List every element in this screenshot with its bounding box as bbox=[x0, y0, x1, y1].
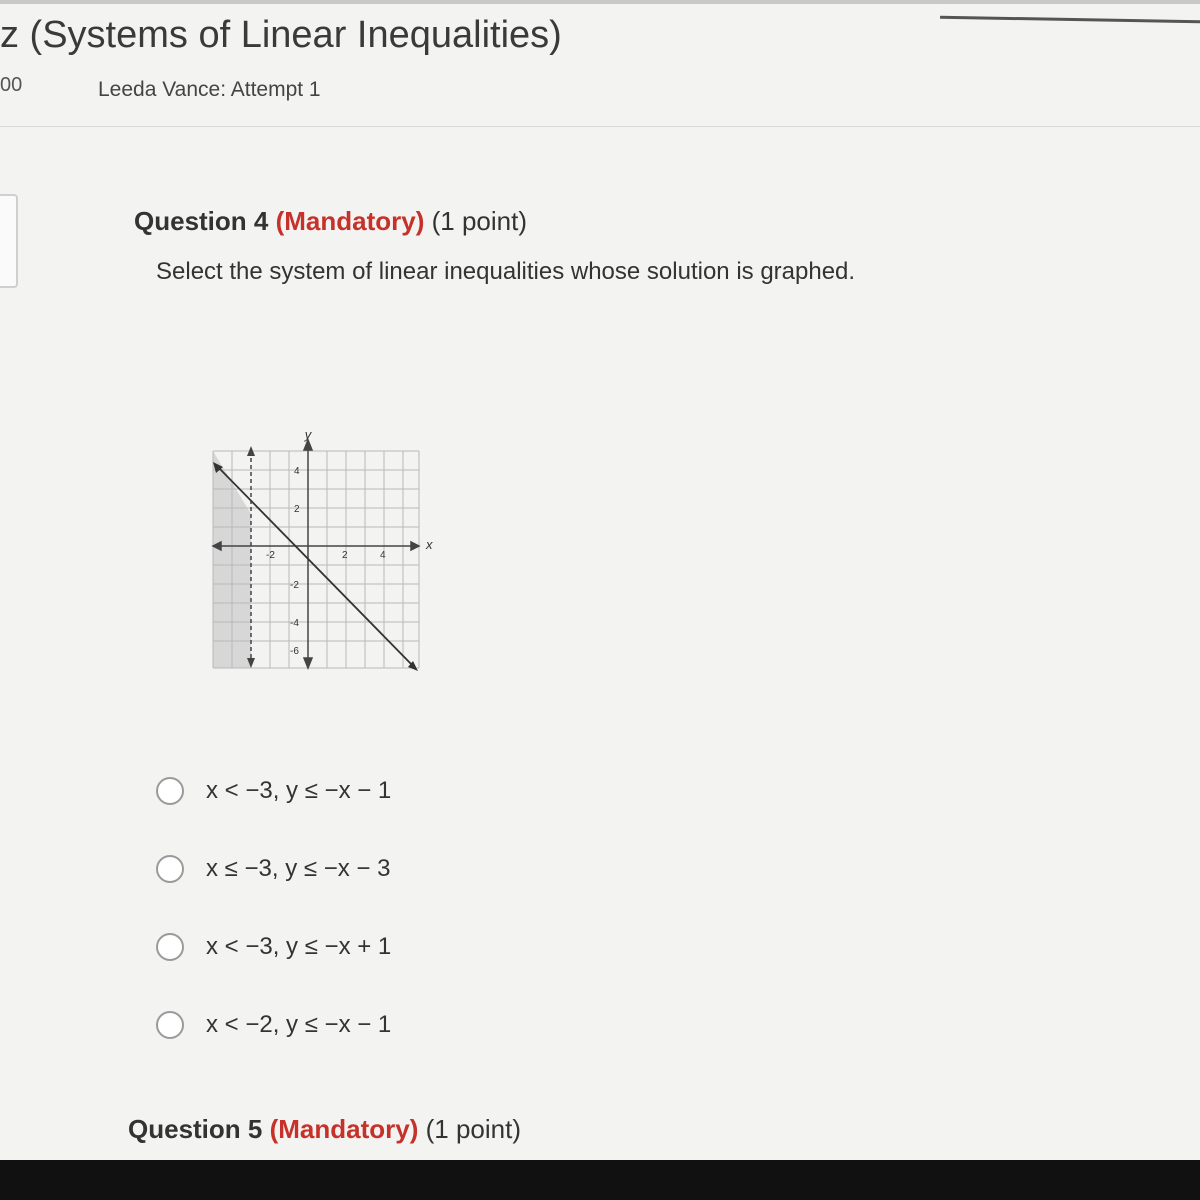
quiz-title: z (Systems of Linear Inequalities) bbox=[0, 14, 562, 56]
answer-option-label: x < −3, y ≤ −x + 1 bbox=[206, 933, 392, 960]
answer-option-label: x < −2, y ≤ −x − 1 bbox=[206, 1011, 392, 1038]
y-tick-label: -4 bbox=[290, 618, 299, 629]
radio-button[interactable] bbox=[156, 855, 184, 883]
x-tick-label: 2 bbox=[342, 550, 348, 561]
y-tick-label: 2 bbox=[294, 504, 300, 515]
question-4-mandatory: (Mandatory) bbox=[275, 206, 425, 236]
y-tick-label: -6 bbox=[290, 646, 299, 657]
x-tick-label: 4 bbox=[380, 550, 386, 561]
question-4-number: Question 4 bbox=[134, 206, 269, 236]
x-tick-label: -2 bbox=[266, 550, 275, 561]
y-axis-label: y bbox=[304, 427, 312, 442]
question-nav-box[interactable] bbox=[0, 194, 18, 288]
radio-button[interactable] bbox=[156, 933, 184, 961]
top-border bbox=[0, 0, 1200, 4]
y-tick-label: 4 bbox=[294, 466, 300, 477]
answer-option-1[interactable] bbox=[156, 774, 391, 808]
x-axis-label: x bbox=[426, 537, 433, 552]
answer-option-4[interactable] bbox=[156, 1008, 391, 1042]
question-5-heading bbox=[128, 1114, 521, 1145]
question-5-mandatory: (Mandatory) bbox=[269, 1114, 419, 1144]
screen-bezel bbox=[0, 1160, 1200, 1200]
answer-option-label: x ≤ −3, y ≤ −x − 3 bbox=[206, 855, 391, 882]
radio-button[interactable] bbox=[156, 1011, 184, 1039]
attempt-label: Leeda Vance: Attempt 1 bbox=[98, 78, 321, 101]
inequality-graph bbox=[205, 426, 435, 676]
top-right-rule bbox=[940, 16, 1200, 24]
header-divider bbox=[0, 126, 1200, 127]
question-5-points: (1 point) bbox=[425, 1114, 521, 1144]
y-tick-label: -2 bbox=[290, 580, 299, 591]
question-4-prompt: Select the system of linear inequalities whose solution is graphed. bbox=[156, 258, 856, 285]
question-4-heading bbox=[134, 206, 527, 237]
answer-option-3[interactable] bbox=[156, 930, 391, 964]
answer-option-label: x < −3, y ≤ −x − 1 bbox=[206, 777, 392, 804]
answer-option-2[interactable] bbox=[156, 852, 390, 886]
question-4-points: (1 point) bbox=[431, 206, 527, 236]
score-text: 00 bbox=[0, 74, 23, 96]
radio-button[interactable] bbox=[156, 777, 184, 805]
question-5-number: Question 5 bbox=[128, 1114, 263, 1144]
